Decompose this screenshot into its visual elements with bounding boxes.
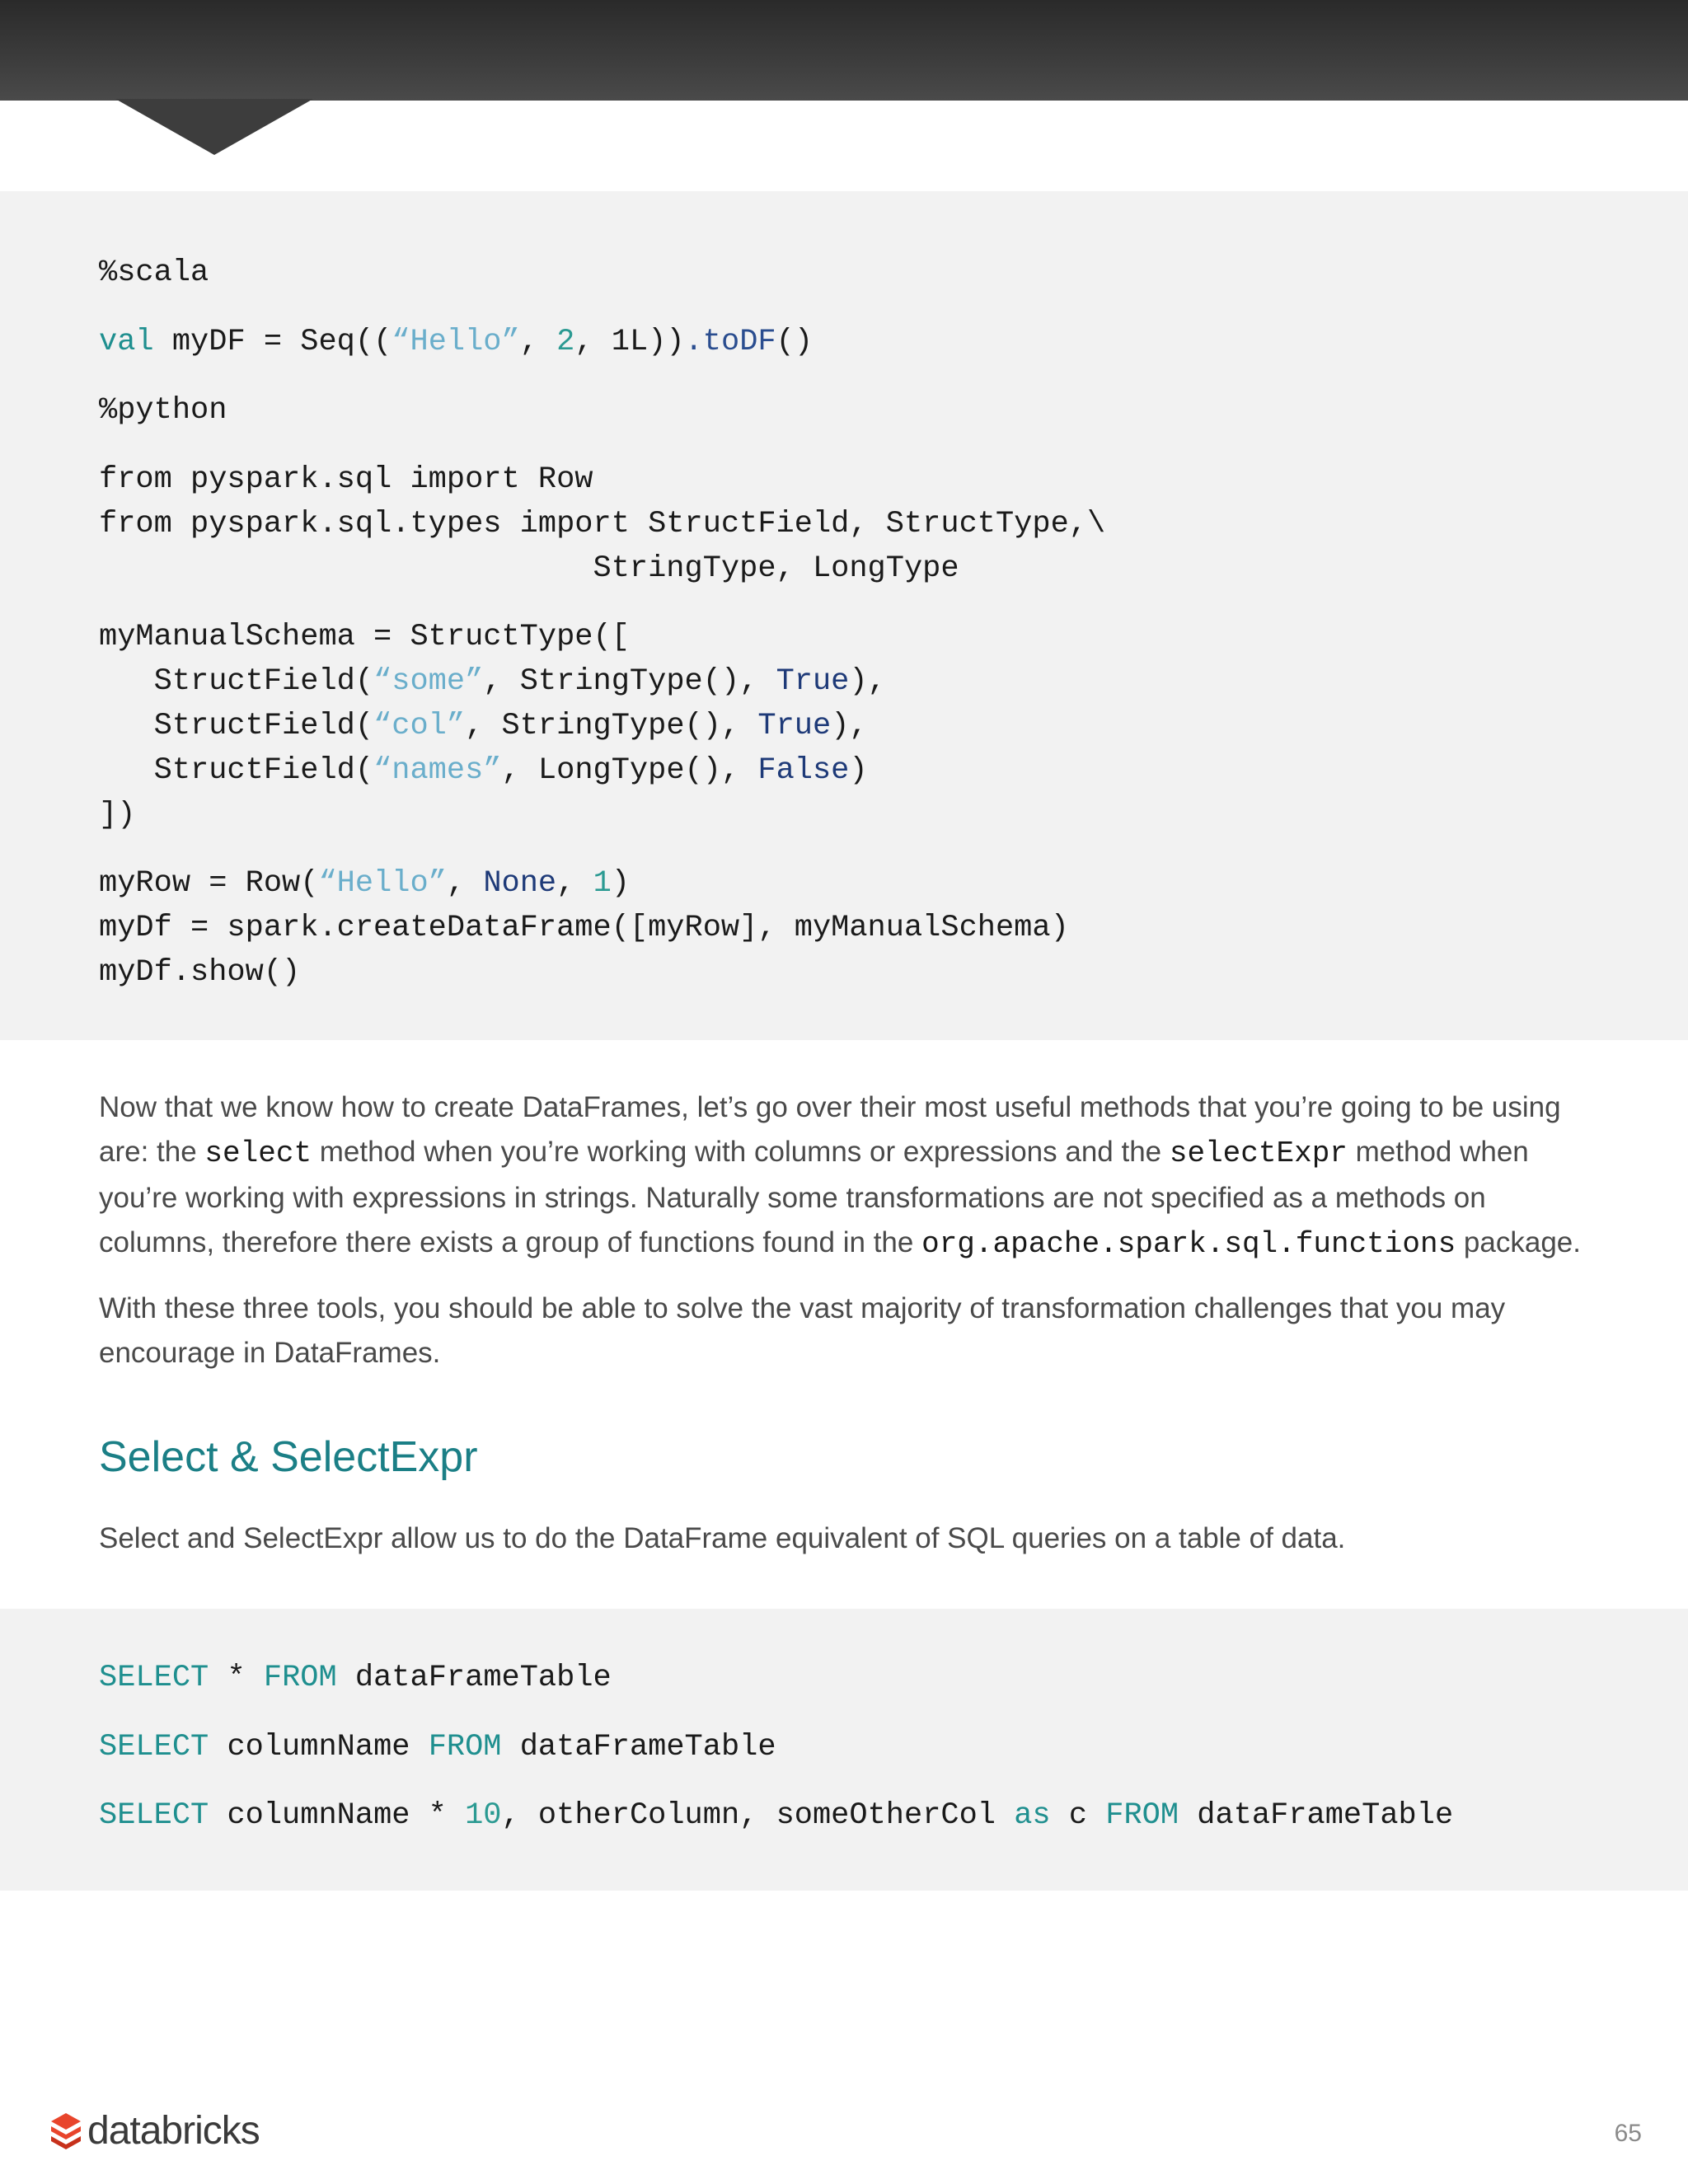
sql-line-select-expr: SELECT columnName * 10, otherColumn, someOtherCol as c FROM dataFrameTable — [99, 1798, 1454, 1833]
code-line-field-col: StructField(“col”, StringType(), True), — [99, 709, 868, 743]
code-line-create-df: myDf = spark.createDataFrame([myRow], myManualSchema) — [99, 911, 1069, 945]
code-line-val: val myDF = Seq((“Hello”, 2, 1L)).toDF() — [99, 325, 814, 359]
code-line-python-magic: %python — [99, 393, 227, 428]
code-line-import-types-cont: StringType, LongType — [99, 551, 959, 586]
databricks-logo-icon — [49, 2111, 82, 2149]
paragraph-intro: Now that we know how to create DataFrames, let’s go over their most useful methods that you’re going to be using are: the select method when you’re working with columns or expressions and the selectExpr method when you’re working with expressions in strings. Naturally some transformations are not specified as a methods on columns, therefore there exists a group of functions found in the org.apache.spark.sql.functions package. — [99, 1091, 1581, 1261]
section-title: Select & SelectExpr — [99, 1433, 478, 1481]
header-notch — [0, 0, 1688, 165]
databricks-logo-text: databricks — [87, 2108, 260, 2153]
sql-line-select-all: SELECT * FROM dataFrameTable — [99, 1661, 612, 1695]
code-line-myrow: myRow = Row(“Hello”, None, 1) — [99, 866, 630, 901]
databricks-logo — [49, 2106, 260, 2155]
code-line-show: myDf.show() — [99, 955, 301, 990]
code-line-import-row: from pyspark.sql import Row — [99, 462, 593, 497]
page-number: 65 — [1614, 2120, 1642, 2147]
code-line-schema-end: ]) — [99, 798, 136, 832]
inline-code-functions-package: org.apache.spark.sql.functions — [921, 1227, 1456, 1261]
code-line-schema-start: myManualSchema = StructType([ — [99, 620, 630, 654]
sql-line-select-column: SELECT columnName FROM dataFrameTable — [99, 1730, 776, 1765]
code-line-field-some: StructField(“some”, StringType(), True), — [99, 664, 886, 699]
paragraph-select-intro: Select and SelectExpr allow us to do the DataFrame equivalent of SQL queries on a table of data. — [99, 1522, 1346, 1554]
paragraph-tools: With these three tools, you should be able to solve the vast majority of transformation challenges that you may encourage in DataFrames. — [99, 1292, 1506, 1369]
code-line-field-names: StructField(“names”, LongType(), False) — [99, 753, 868, 788]
inline-code-selectexpr: selectExpr — [1169, 1137, 1348, 1170]
code-line-import-types: from pyspark.sql.types import StructField, StructType,\ — [99, 507, 1106, 541]
inline-code-select: select — [204, 1137, 312, 1170]
code-line-scala-magic: %scala — [99, 255, 209, 290]
